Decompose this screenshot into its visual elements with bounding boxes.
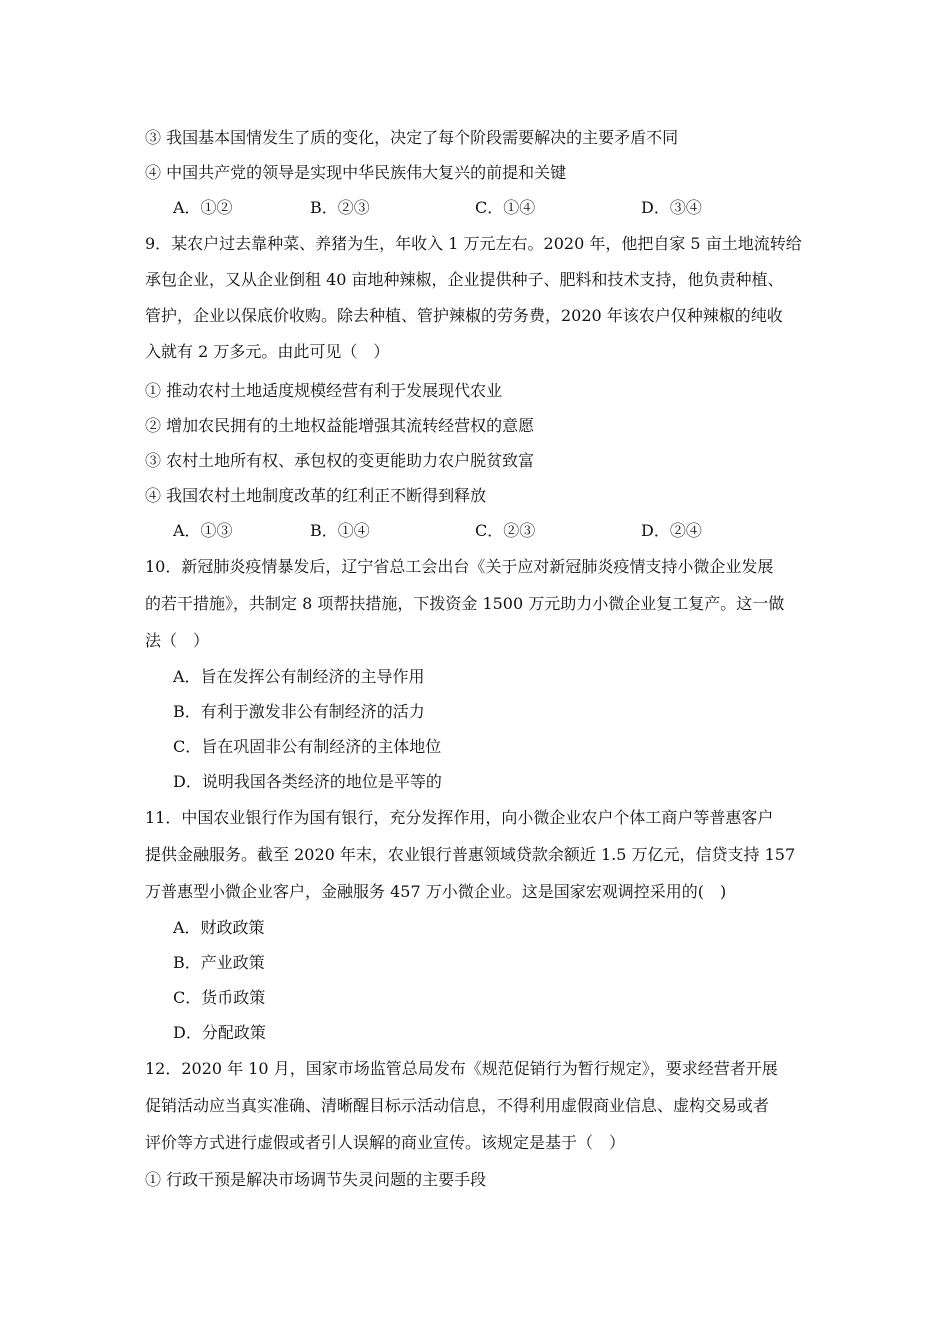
- q12-stem-line: 12．2020 年 10 月，国家市场监管总局发布《规范促销行为暂行规定》，要求经营者开展: [145, 1059, 778, 1078]
- q10-stem-line: 10．新冠肺炎疫情暴发后，辽宁省总工会出台《关于应对新冠肺炎疫情支持小微企业发展: [145, 557, 774, 576]
- q9-stem-line: 承包企业，又从企业倒租 40 亩地种辣椒，企业提供种子、肥料和技术支持，他负责种植、: [145, 270, 784, 289]
- q9-statement-3: ③ 农村土地所有权、承包权的变更能助力农户脱贫致富: [145, 451, 535, 470]
- q9-stem-line: 入就有 2 万多元。由此可见（ ）: [145, 342, 390, 361]
- q9-statement-4: ④ 我国农村土地制度改革的红利正不断得到释放: [145, 486, 487, 505]
- q11-option-d[interactable]: D．分配政策: [173, 1023, 266, 1042]
- q8-statement-4: ④ 中国共产党的领导是实现中华民族伟大复兴的前提和关键: [145, 163, 567, 182]
- q8-statement-3: ③ 我国基本国情发生了质的变化，决定了每个阶段需要解决的主要矛盾不同: [145, 128, 679, 147]
- q9-option-c[interactable]: C．②③: [475, 521, 536, 540]
- q9-stem-line: 管护，企业以保底价收购。除去种植、管护辣椒的劳务费，2020 年该农户仅种辣椒的纯收: [145, 306, 783, 325]
- q9-statement-2: ② 增加农民拥有的土地权益能增强其流转经营权的意愿: [145, 416, 535, 435]
- q10-option-c[interactable]: C．旨在巩固非公有制经济的主体地位: [173, 737, 442, 756]
- q12-statement-1: ① 行政干预是解决市场调节失灵问题的主要手段: [145, 1170, 487, 1189]
- q8-option-a[interactable]: A．①②: [173, 198, 233, 217]
- q8-option-b[interactable]: B．②③: [310, 198, 370, 217]
- q11-stem-line: 万普惠型小微企业客户，金融服务 457 万小微企业。这是国家宏观调控采用的( ): [145, 882, 727, 901]
- q10-stem-line: 法（ ）: [145, 631, 210, 650]
- q11-stem-line: 11．中国农业银行作为国有银行，充分发挥作用，向小微企业农户个体工商户等普惠客户: [145, 808, 774, 827]
- q9-option-b[interactable]: B．①④: [310, 521, 370, 540]
- q10-stem-line: 的若干措施》，共制定 8 项帮扶措施，下拨资金 1500 万元助力小微企业复工复产。这一做: [145, 594, 785, 613]
- q11-option-c[interactable]: C．货币政策: [173, 988, 266, 1007]
- q11-option-a[interactable]: A．财政政策: [173, 918, 265, 937]
- q12-stem-line: 评价等方式进行虚假或者引人误解的商业宣传。该规定是基于（ ）: [145, 1133, 626, 1152]
- q9-option-d[interactable]: D．②④: [641, 521, 702, 540]
- q9-option-a[interactable]: A．①③: [173, 521, 233, 540]
- q8-option-c[interactable]: C．①④: [475, 198, 536, 217]
- q10-option-b[interactable]: B．有利于激发非公有制经济的活力: [173, 702, 425, 721]
- q10-option-a[interactable]: A．旨在发挥公有制经济的主导作用: [173, 667, 425, 686]
- q11-stem-line: 提供金融服务。截至 2020 年末，农业银行普惠领域贷款余额近 1.5 万亿元，信贷支持 157: [145, 845, 796, 864]
- q9-statement-1: ① 推动农村土地适度规模经营有利于发展现代农业: [145, 381, 503, 400]
- q8-option-d[interactable]: D．③④: [641, 198, 702, 217]
- q12-stem-line: 促销活动应当真实准确、清晰醒目标示活动信息，不得利用虚假商业信息、虚构交易或者: [145, 1096, 770, 1115]
- q11-option-b[interactable]: B．产业政策: [173, 953, 265, 972]
- q10-option-d[interactable]: D．说明我国各类经济的地位是平等的: [173, 772, 442, 791]
- q9-stem-line: 9．某农户过去靠种菜、养猪为生，年收入 1 万元左右。2020 年，他把自家 5 亩土地流转给: [145, 234, 802, 253]
